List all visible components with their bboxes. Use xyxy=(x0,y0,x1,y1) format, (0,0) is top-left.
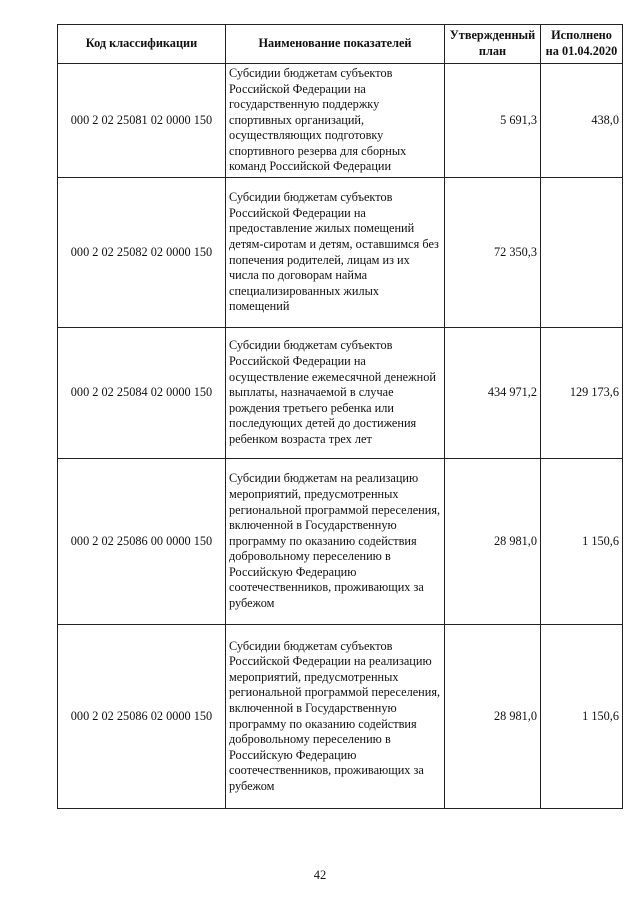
row-plan: 28 981,0 xyxy=(445,459,541,625)
row-code: 000 2 02 25086 00 0000 150 xyxy=(58,459,226,625)
header-executed: Исполнено на 01.04.2020 xyxy=(541,25,623,64)
row-executed: 1 150,6 xyxy=(541,459,623,625)
row-plan: 434 971,2 xyxy=(445,328,541,459)
table-header-row xyxy=(58,25,623,64)
page-number: 42 xyxy=(313,868,327,882)
table-row xyxy=(58,459,623,625)
row-code: 000 2 02 25084 02 0000 150 xyxy=(58,328,226,459)
table-row xyxy=(58,328,623,459)
row-executed: 129 173,6 xyxy=(541,328,623,459)
row-plan: 28 981,0 xyxy=(445,625,541,809)
table-row xyxy=(58,178,623,328)
header-indicator-name: Наименование показателей xyxy=(226,25,445,64)
table-row xyxy=(58,625,623,809)
header-classification-code: Код классификации xyxy=(58,25,226,64)
table-row xyxy=(58,64,623,178)
row-plan: 72 350,3 xyxy=(445,178,541,328)
row-name: Субсидии бюджетам субъектов Российской Федерации на осуществление ежемесячной денежной выплаты, назначаемой в случае рождения третьего ребенка или последующих детей до достижения ребенком возраста трех лет xyxy=(226,328,445,459)
row-name: Субсидии бюджетам субъектов Российской Федерации на предоставление жилых помещений детям-сиротам и детям, оставшимся без попечения родителей, лицам из их числа по договорам найма специализированных жилых помещений xyxy=(226,178,445,328)
row-name: Субсидии бюджетам субъектов Российской Федерации на государственную поддержку спортивных организаций, осуществляющих подготовку спортивного резерва для сборных команд Российской Федерации xyxy=(226,64,445,178)
header-approved-plan: Утвержденный план xyxy=(445,25,541,64)
row-name: Субсидии бюджетам на реализацию мероприятий, предусмотренных региональной программой переселения, включенной в Государственную программу по оказанию содействия добровольному переселению в Российскую Федерацию соотечественников, проживающих за рубежом xyxy=(226,459,445,625)
row-code: 000 2 02 25082 02 0000 150 xyxy=(58,178,226,328)
budget-table xyxy=(57,24,623,809)
row-name: Субсидии бюджетам субъектов Российской Федерации на реализацию мероприятий, предусмотренных региональной программой переселения, включенной в Государственную программу по оказанию содействия добровольному переселению в Российскую Федерацию соотечественников, проживающих за рубежом xyxy=(226,625,445,809)
row-code: 000 2 02 25081 02 0000 150 xyxy=(58,64,226,178)
row-executed: 438,0 xyxy=(541,64,623,178)
row-plan: 5 691,3 xyxy=(445,64,541,178)
row-executed: 1 150,6 xyxy=(541,625,623,809)
row-code: 000 2 02 25086 02 0000 150 xyxy=(58,625,226,809)
row-executed xyxy=(541,178,623,328)
